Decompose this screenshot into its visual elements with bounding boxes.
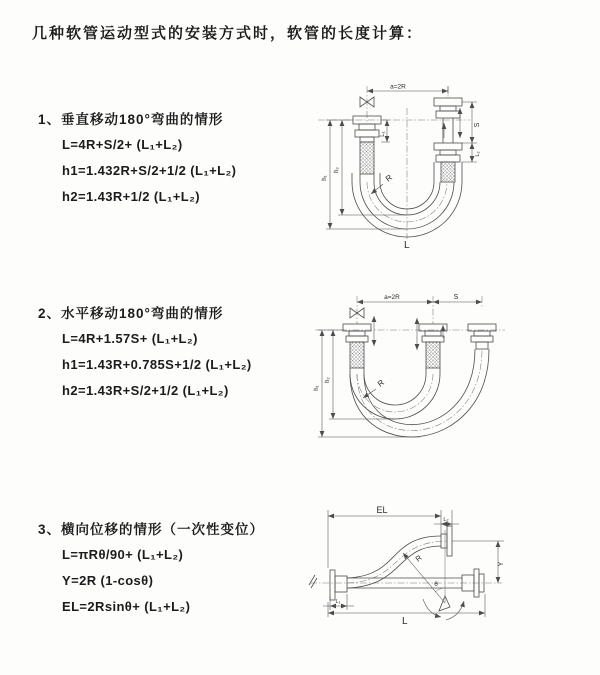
section-3-heading: 3、横向位移的情形（一次性变位） <box>38 522 265 537</box>
label-h1: h₁ <box>322 175 328 181</box>
top-right-flange-fitting <box>441 526 452 556</box>
label-l1: L₁ <box>335 599 341 605</box>
label-y: Y <box>498 561 505 567</box>
break-symbol <box>309 575 317 588</box>
bend-wedge <box>439 596 450 611</box>
label-l: L <box>404 240 410 251</box>
braided-hose-section <box>426 342 440 368</box>
label-l: L <box>402 616 408 627</box>
left-flange-fitting <box>343 324 371 368</box>
label-s: S <box>453 294 459 301</box>
section-2-formula-h1: h1=1.43R+0.785S+1/2 (L₁+L₂) <box>62 357 252 372</box>
centerlines <box>310 541 502 583</box>
label-r: R <box>413 553 424 564</box>
label-s: S <box>474 122 481 128</box>
section-1-formula-L: L=4R+S/2+ (L₁+L₂) <box>62 137 183 152</box>
label-el: EL <box>376 505 388 515</box>
label-h2: h₂ <box>334 167 340 173</box>
label-r: R <box>375 377 386 389</box>
diagram-vertical-180-bend <box>300 78 580 253</box>
section-3-formula-L: L=πRθ/90+ (L₁+L₂) <box>62 547 184 562</box>
section-3-formula-EL: EL=2Rsinθ+ (L₁+L₂) <box>62 599 191 614</box>
braided-hose-section <box>350 342 364 368</box>
section-3-formula-Y: Y=2R (1-cosθ) <box>62 573 154 588</box>
page-title: 几种软管运动型式的安装方式时，软管的长度计算： <box>32 25 424 42</box>
diagram-lateral-displacement <box>300 498 595 648</box>
section-1-heading: 1、垂直移动180°弯曲的情形 <box>38 112 224 127</box>
label-l1: L₁ <box>380 131 386 137</box>
braided-hose-section <box>360 142 374 174</box>
section-2-formula-h2: h2=1.43R+S/2+1/2 (L₁+L₂) <box>62 383 229 398</box>
label-h2: h₂ <box>325 377 331 383</box>
section-1-formula-h2: h2=1.43R+1/2 (L₁+L₂) <box>62 189 201 204</box>
angle-arc <box>435 588 445 592</box>
section-1-formula-h1: h1=1.432R+S/2+1/2 (L₁+L₂) <box>62 163 237 178</box>
label-h1: h₁ <box>314 385 320 391</box>
diagram-horizontal-180-bend <box>300 280 585 470</box>
left-flange-fitting <box>330 570 347 600</box>
section-2-heading: 2、水平移动180°弯曲的情形 <box>38 306 224 321</box>
label-l2: L₂ <box>443 517 449 523</box>
section-2-formula-L: L=4R+1.57S+ (L₁+L₂) <box>62 331 198 346</box>
label-a2r: a=2R <box>390 83 406 91</box>
centerlines <box>315 296 505 431</box>
right-flange-fitting <box>434 98 462 182</box>
s-curve-hose-displaced <box>347 536 441 588</box>
label-r: R <box>383 172 394 184</box>
label-a2r: a=2R <box>384 294 400 301</box>
swing-arrow-left <box>423 599 441 617</box>
braided-hose-section <box>441 162 455 182</box>
label-theta: θ <box>434 581 438 588</box>
u-bend-hose-initial <box>350 368 440 419</box>
right-flange-fitting <box>468 324 496 349</box>
left-flange-fitting <box>353 116 381 174</box>
label-l2: L₂ <box>475 151 481 157</box>
